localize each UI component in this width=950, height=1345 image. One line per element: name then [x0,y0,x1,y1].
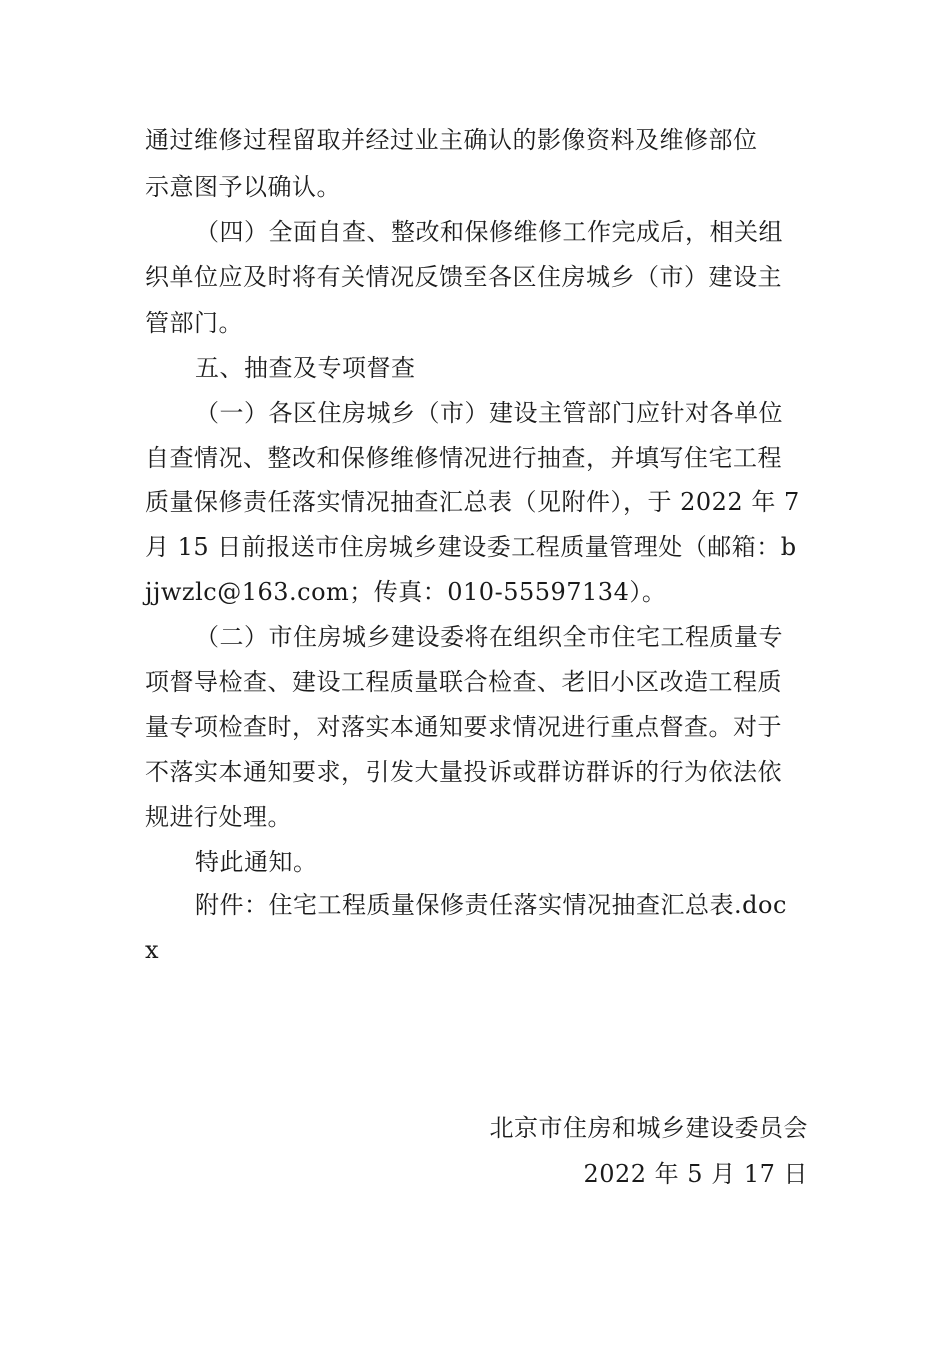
body-line: 规进行处理。 [145,803,292,831]
body-line: 织单位应及时将有关情况反馈至各区住房城乡（市）建设主 [145,263,782,291]
paragraph-four-line: （四）全面自查、整改和保修维修工作完成后，相关组 [195,218,783,246]
section-heading: 五、抽查及专项督查 [195,354,416,382]
paragraph-two-line: （二）市住房城乡建设委将在组织全市住宅工程质量专 [195,623,783,651]
body-line: 通过维修过程留取并经过业主确认的影像资料及维修部位 [145,126,758,154]
body-line: 项督导检查、建设工程质量联合检查、老旧小区改造工程质 [145,668,782,696]
body-line: 示意图予以确认。 [145,173,341,201]
body-line: 自查情况、整改和保修维修情况进行抽查，并填写住宅工程 [145,444,782,472]
body-line: 质量保修责任落实情况抽查汇总表（见附件），于 2022 年 7 [145,488,800,516]
body-line: 月 15 日前报送市住房城乡建设委工程质量管理处（邮箱：b [145,533,797,561]
signature-org: 北京市住房和城乡建设委员会 [489,1114,808,1142]
closing-line: 特此通知。 [195,848,318,876]
signature-date: 2022 年 5 月 17 日 [583,1160,808,1188]
attachment-line: 附件：住宅工程质量保修责任落实情况抽查汇总表.doc [195,891,787,919]
attachment-line-end: x [145,936,160,964]
body-line: 量专项检查时，对落实本通知要求情况进行重点督查。对于 [145,713,782,741]
body-line: 管部门。 [145,309,243,337]
body-line: 不落实本通知要求，引发大量投诉或群访群诉的行为依法依 [145,758,782,786]
paragraph-one-line: （一）各区住房城乡（市）建设主管部门应针对各单位 [195,399,783,427]
contact-line: jjwzlc@163.com；传真：010-55597134）。 [145,578,667,606]
